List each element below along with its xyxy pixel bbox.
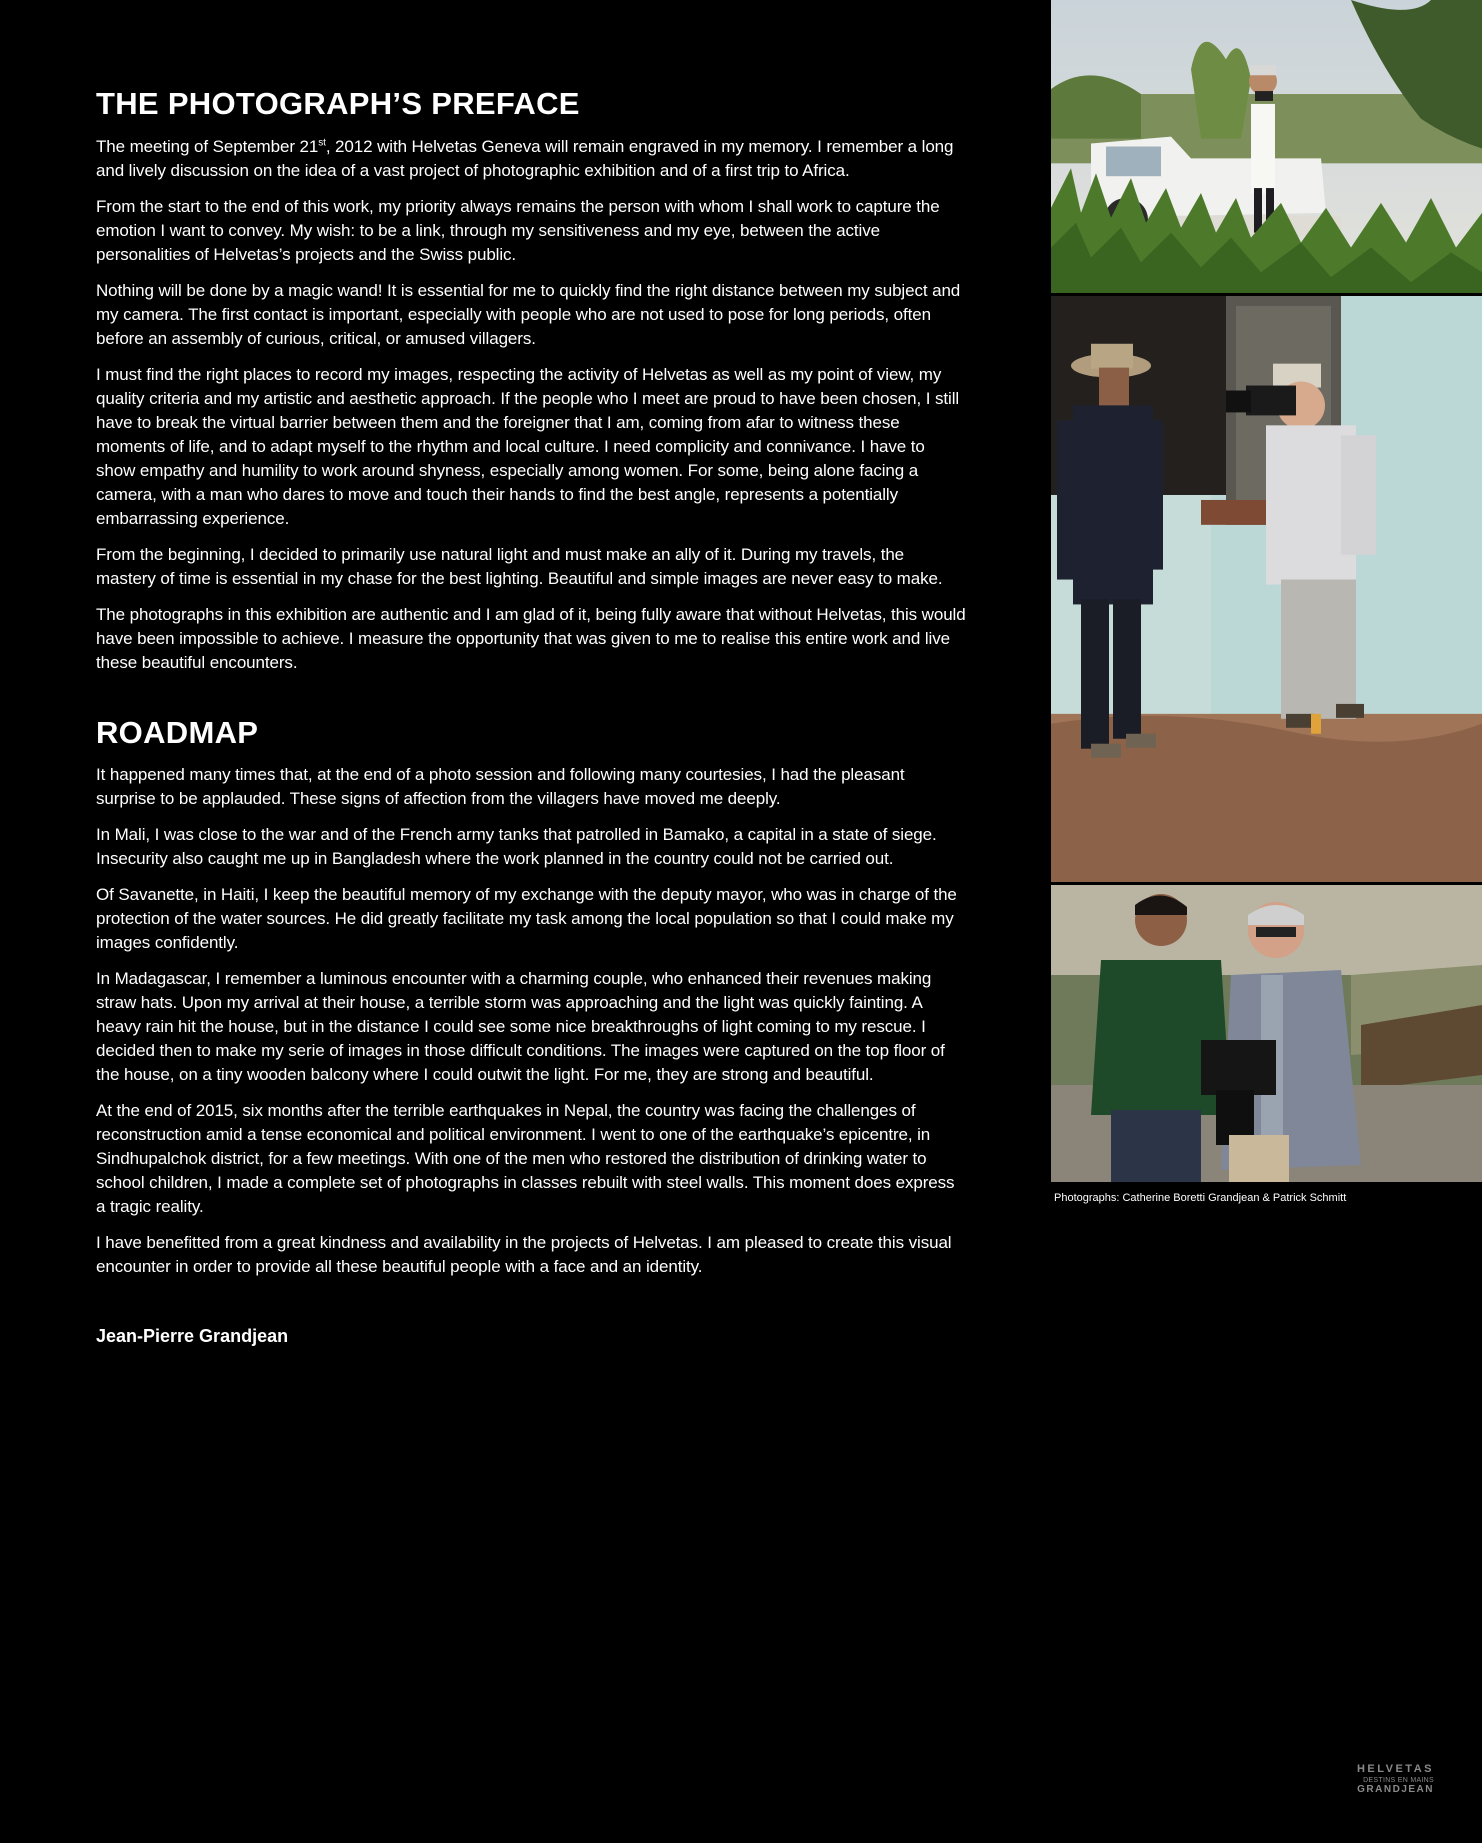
author-signature: Jean-Pierre Grandjean [96, 1326, 289, 1347]
preface-paragraph-1 [96, 135, 966, 183]
preface-paragraph-4: I must find the right places to record my images, respecting the activity of Helvetas as well as my point of view, my quality criteria and my artistic and aesthetic approach. If the people who I meet are proud to have been chosen, I still have to break the virtual barrier between them and the foreigner that I am, coming from afar to witness these moments of life, and to adapt myself to the rhythm and local culture. I need complicity and connivance. I have to show empathy and humility to work around shyness, especially among women. For some, being alone facing a camera, with a man who dares to move and touch their hands to find the best angle, represents a potentially embarrassing experience. [96, 364, 960, 528]
logo-line-3: GRANDJEAN [1357, 1784, 1434, 1795]
roadmap-paragraph-3: Of Savanette, in Haiti, I keep the beautiful memory of my exchange with the deputy mayor, who was in charge of the protection of the water sources. He did greatly facilitate my task among the local population so that I could make my images confidently. [96, 885, 957, 953]
photo-credit-caption: Photographs: Catherine Boretti Grandjean & Patrick Schmitt [1054, 1192, 1347, 1204]
photo-column [1051, 0, 1482, 1204]
preface-p1-end: , 2012 with Helvetas Geneva will remain engraved in my memory. I remember a long and lively discussion on the idea of a vast project of photographic exhibition and of a first trip to Africa. [96, 136, 954, 180]
article [96, 86, 966, 1347]
preface-paragraph-2: From the start to the end of this work, my priority always remains the person with whom I shall work to capture the emotion I want to convey. My wish: to be a link, through my sensitiveness and my eye, between the active personalities of Helvetas’s projects and the Swiss public. [96, 196, 940, 264]
preface-p1-start: The meeting of September 21 [96, 136, 319, 156]
roadmap-paragraph-4: In Madagascar, I remember a luminous encounter with a charming couple, who enhanced their revenues making straw hats. Upon my arrival at their house, a terrible storm was approaching and the light was quickly fainting. A heavy rain hit the house, but in the distance I could see some nice breakthroughs of light coming to my rescue. I decided then to make my serie of images in those difficult conditions. The images were captured on the top floor of the house, on a tiny wooden balcony where I could outwit the light. For me, they are strong and beautiful. [96, 969, 945, 1085]
roadmap-paragraph-5: At the end of 2015, six months after the terrible earthquakes in Nepal, the country was facing the challenges of reconstruction amid a tense economical and political environment. I went to one of the earthquake’s epicentre, in Sindhupalchok district, for a few meetings. With one of the men who restored the distribution of drinking water to school children, I made a complete set of photographs in classes rebuilt with steel walls. This moment does express a tragic reality. [96, 1101, 955, 1217]
preface-title: THE PHOTOGRAPH’S PREFACE [96, 86, 580, 121]
photo-photographer-on-truck [1051, 0, 1482, 296]
photo-portrait-by-window [1051, 296, 1482, 885]
roadmap-title: ROADMAP [96, 714, 259, 750]
helvetas-grandjean-logo [1357, 1764, 1434, 1795]
logo-line-1: HELVETAS [1356, 1763, 1434, 1775]
roadmap-paragraph-6: I have benefitted from a great kindness and availability in the projects of Helvetas. I am pleased to create this visual encounter in order to provide all these beautiful people with a face and an identity. [96, 1233, 952, 1277]
roadmap-paragraph-2: In Mali, I was close to the war and of the French army tanks that patrolled in Bamako, a capital in a state of siege. Insecurity also caught me up in Bangladesh where the work planned in the country could not be carried out. [96, 825, 937, 869]
preface-paragraph-6: The photographs in this exhibition are authentic and I am glad of it, being fully aware that without Helvetas, this would have been impossible to achieve. I measure the opportunity that was given to me to realise this entire work and live these beautiful encounters. [96, 604, 966, 672]
preface-paragraph-3: Nothing will be done by a magic wand! It is essential for me to quickly find the right distance between my subject and my camera. The first contact is important, especially with people who are not used to pose for long periods, often before an assembly of curious, critical, or amused villagers. [96, 280, 961, 348]
roadmap-paragraph-1: It happened many times that, at the end of a photo session and following many courtesies, I had the pleasant surprise to be applauded. These signs of affection from the villagers have moved me deeply. [96, 765, 905, 809]
logo-line-2: DESTINS EN MAINS [1363, 1777, 1434, 1784]
preface-paragraph-5: From the beginning, I decided to primarily use natural light and must make an ally of it. During my travels, the mastery of time is essential in my chase for the best lighting. Beautiful and simple images are never easy to make. [96, 544, 943, 588]
ordinal-suffix: st [318, 136, 326, 148]
photo-reviewing-camera [1051, 885, 1482, 1182]
